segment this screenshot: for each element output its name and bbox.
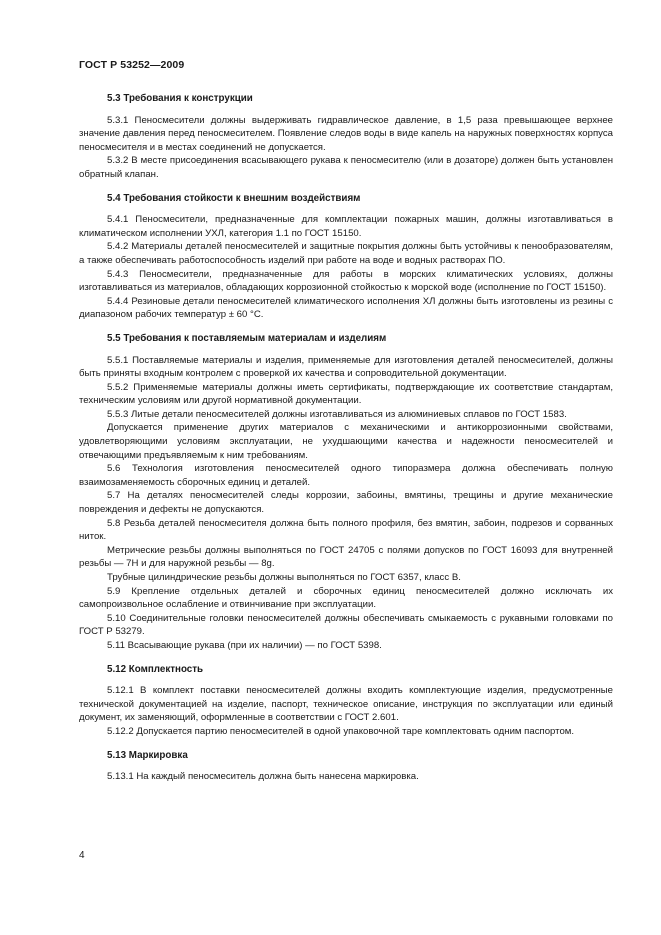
paragraph: 5.5.1 Поставляемые материалы и изделия, применяемые для изготовления деталей пеносмесителей, должны быть приняты входным контролем с проверкой их качества и сопроводительной документации. [79,354,613,380]
paragraph: 5.8 Резьба деталей пеносмесителя должна быть полного профиля, без вмятин, забоин, подрезов и сорванных ниток. [79,517,613,543]
paragraph: 5.10 Соединительные головки пеносмесителей должны обеспечивать смыкаемость с рукавными головками по ГОСТ Р 53279. [79,612,613,638]
paragraph: 5.12.2 Допускается партию пеносмесителей в одной упаковочной таре комплектовать одним паспортом. [107,725,575,737]
section-heading: 5.12 Комплектность [107,663,204,675]
paragraph: 5.11 Всасывающие рукава (при их наличии) — по ГОСТ 5398. [107,639,382,651]
section-heading: 5.3 Требования к конструкции [107,93,253,104]
section-5-13 [79,749,613,784]
paragraph: 5.7 На деталях пеносмесителей следы коррозии, забоины, вмятины, трещины и другие механические повреждения и дефекты не допускаются. [79,490,613,516]
section-heading: 5.13 Маркировка [107,749,188,761]
paragraph: 5.3.1 Пеносмесители должны выдерживать гидравлическое давление, в 1,5 раза превышающее верхнее значение давления перед пеносмесителем. Появление следов воды в виде капель на наружных поверхностях корпуса пеносмесителя и в местах соединений не допускается. [79,114,613,153]
section-heading: 5.5 Требования к поставляемым материалам и изделиям [107,332,387,344]
paragraph: 5.5.3 Литые детали пеносмесителей должны изготавливаться из алюминиевых сплавов по ГОСТ 1583. [107,408,567,420]
paragraph: 5.9 Крепление отдельных деталей и сборочных единиц пеносмесителей должно исключать их самопроизвольное ослабление и отвинчивание при эксплуатации. [79,585,613,611]
paragraph: 5.4.1 Пеносмесители, предназначенные для комплектации пожарных машин, должны изготавливаться в климатическом исполнении УХЛ, категория 1.1 по ГОСТ 15150. [79,214,613,239]
page-number: 4 [79,850,85,861]
paragraph: 5.12.1 В комплект поставки пеносмесителей должны входить комплектующие изделия, предусмотренные технической документацией на изделие, паспорт, техническое описание, инструкция по эксплуатации или единый документ, их заменяющий, оформленные в соответствии с ГОСТ 2.601. [79,685,613,724]
section-5-5 [79,332,613,653]
paragraph: Трубные цилиндрические резьбы должны выполняться по ГОСТ 6357, класс В. [107,572,461,583]
section-5-12 [79,663,613,739]
section-heading: 5.4 Требования стойкости к внешним воздействиям [107,192,361,204]
section-5-4 [79,192,613,322]
paragraph: 5.4.3 Пеносмесители, предназначенные для работы в морских климатических условиях, должны изготавливаться из материалов, обладающих коррозионной стойкостью к морской воде (исполнение по ГОСТ 15150). [79,268,613,294]
paragraph: 5.4.2 Материалы деталей пеносмесителей и защитные покрытия должны быть устойчивы к пенообразователям, а также обеспечивать работоспособность изделий при работе на воде и водных растворах ПО. [79,241,613,266]
document-body [79,92,613,784]
paragraph: 5.3.2 В месте присоединения всасывающего рукава к пеносмесителю (или в дозаторе) должен быть установлен обратный клапан. [79,155,613,180]
paragraph: 5.6 Технология изготовления пеносмесителей одного типоразмера должна обеспечивать полную взаимозаменяемость сборочных единиц и деталей. [79,463,613,488]
paragraph: 5.13.1 На каждый пеносмеситель должна быть нанесена маркировка. [107,771,419,783]
document-header: ГОСТ Р 53252—2009 [79,59,185,71]
paragraph: 5.5.2 Применяемые материалы должны иметь сертификаты, подтверждающие их соответствие стандартам, техническим условиям или другой нормативной документации. [79,381,613,407]
paragraph: 5.4.4 Резиновые детали пеносмесителей климатического исполнения ХЛ должны быть изготовлены из резины с диапазоном рабочих температур ± 60 °С. [79,295,613,321]
section-5-3 [79,92,613,182]
paragraph: Метрические резьбы должны выполняться по ГОСТ 24705 с полями допусков по ГОСТ 16093 для внутренней резьбы — 7Н и для наружной резьбы — 8g. [79,544,613,570]
paragraph: Допускается применение других материалов с механическими и антикоррозионными свойствами, удовлетворяющими условиям эксплуатации, не ухудшающими качества и надежности пеносмесителей и отвечающими предъявляемым к ним требованиям. [79,422,613,461]
